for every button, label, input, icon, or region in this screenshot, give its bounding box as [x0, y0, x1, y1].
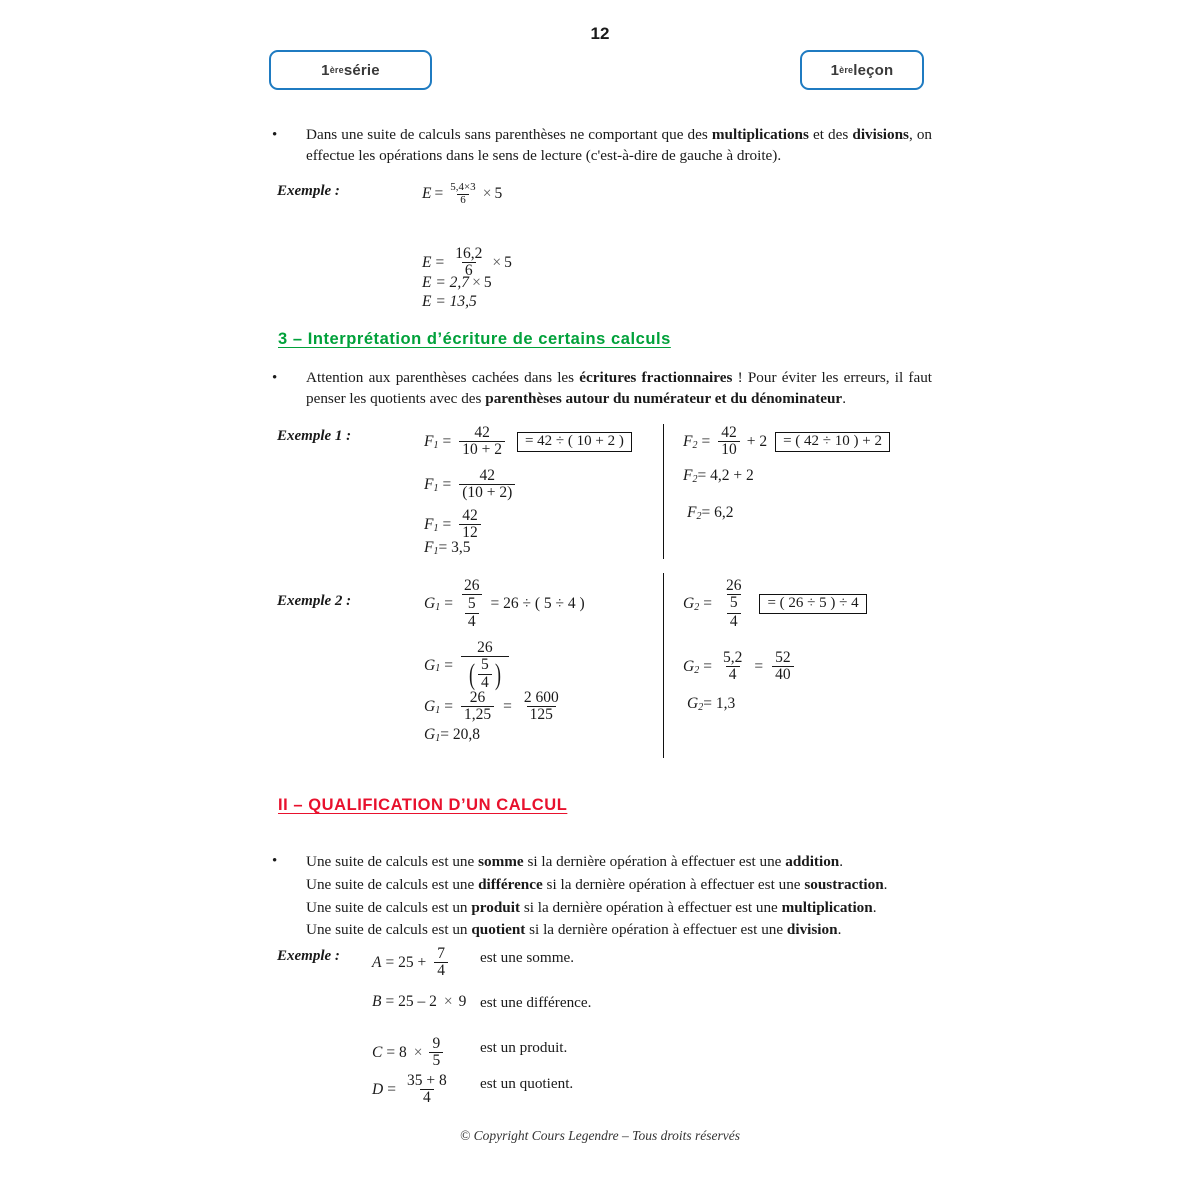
- qual1-b: somme: [478, 853, 524, 870]
- eq-g1b-numerator: 26: [477, 639, 493, 656]
- page-number: 12: [590, 24, 610, 43]
- eq-g1c-denominator2: 125: [527, 706, 556, 723]
- eq-f1b-denominator: (10 + 2): [459, 484, 515, 501]
- eq-d-fraction: [404, 1073, 450, 1107]
- badge-lecon: [800, 50, 924, 90]
- eq-f2c-rest: = 6,2: [701, 504, 734, 521]
- eq-g1c-denominator: 1,25: [461, 706, 494, 723]
- note-b: est une différence.: [480, 994, 592, 1011]
- note-d: est un quotient.: [480, 1075, 574, 1092]
- frac-text-bold-parentheses: parenthèses autour du numérateur et du dénominateur: [485, 389, 843, 407]
- eq-f1c-var: F: [424, 516, 434, 534]
- eq-f1a-numerator: 42: [474, 424, 490, 441]
- badge-serie-num: 1: [321, 61, 330, 79]
- eq-g2b-denominator: 4: [726, 666, 740, 683]
- eq-g1c-numerator2: 2 600: [523, 689, 559, 706]
- eq-g2b-denominator2: 40: [772, 666, 794, 683]
- eq-g1c-var: G: [424, 698, 436, 716]
- example-e-label: Exemple :: [277, 183, 340, 199]
- eq-g1b-sub: 1: [435, 663, 441, 675]
- heading-section-3: 3 – Interprétation d’écriture de certains calculs: [278, 330, 671, 348]
- qual2-e: .: [883, 875, 888, 893]
- eq-e2-denominator: 6: [462, 262, 476, 279]
- eq-g2b-var: G: [683, 658, 695, 676]
- eq-e2-times: ×: [492, 254, 502, 272]
- eq-f2c-var: F: [687, 504, 697, 521]
- eq-c-var: C: [372, 1044, 383, 1062]
- eq-g2a-inner-fraction: [723, 578, 745, 612]
- eq-f1c-equals: =: [442, 516, 452, 534]
- qualification-line-3: [306, 897, 932, 920]
- eq-f1b-var: F: [424, 476, 434, 494]
- rule-text-2: et des: [808, 126, 853, 143]
- eq-c-equals: = 8: [386, 1044, 407, 1062]
- example-final-label: Exemple :: [277, 948, 340, 964]
- eq-e3-times: ×: [472, 274, 481, 291]
- badge-lecon-label: leçon: [853, 61, 894, 79]
- heading-section-2: II – QUALIFICATION D’UN CALCUL: [278, 796, 568, 814]
- frac-text-bold-ecritures: écritures fractionnaires: [579, 369, 733, 386]
- qual2-d: soustraction: [804, 875, 884, 893]
- example-1-divider: [663, 424, 664, 559]
- equation-e-line3: [422, 275, 492, 291]
- eq-g2a-inner-numerator: 26: [725, 577, 742, 594]
- equation-f1-line4: [424, 540, 470, 556]
- eq-e4-text: E = 13,5: [422, 293, 477, 310]
- example-2-label: Exemple 2 :: [277, 593, 352, 609]
- eq-a-equals: = 25 +: [385, 954, 427, 972]
- eq-d-numerator: 35 + 8: [406, 1072, 447, 1089]
- eq-e1-equals: =: [434, 185, 444, 203]
- rule-text-bold-multiplications: multiplications: [711, 126, 809, 143]
- eq-g1d-sub: 1: [435, 732, 441, 744]
- eq-g1d-var: G: [424, 726, 436, 743]
- eq-f1b-equals: =: [442, 476, 452, 494]
- left-paren-glyph: (: [468, 657, 475, 691]
- eq-b-post: 9: [458, 993, 467, 1010]
- eq-e2-numerator: 16,2: [455, 245, 483, 262]
- qual3-d: multiplication: [781, 898, 873, 916]
- eq-a-numerator: 7: [437, 945, 445, 962]
- eq-g2b-numerator2: 52: [775, 649, 791, 666]
- eq-f1a-sub: 1: [433, 439, 439, 451]
- eq-e2-var: E: [422, 254, 432, 272]
- qual4-c: si la dernière opération à effectuer est une: [525, 921, 787, 939]
- eq-g1a-inner-numerator: 5: [467, 595, 476, 613]
- eq-f1a-boxed-note: = 42 ÷ ( 10 + 2 ): [517, 432, 632, 452]
- eq-e1-fraction: [447, 182, 478, 206]
- rule-text-bold-divisions: divisions: [852, 126, 909, 143]
- eq-f2a-var: F: [683, 433, 693, 451]
- eq-g1c-equals: =: [444, 698, 453, 716]
- eq-g1a-equals: =: [444, 595, 453, 613]
- equation-f2-line3: [687, 505, 733, 521]
- bullet-rule-multiplication: [272, 125, 932, 167]
- equation-f1-line3: [424, 508, 485, 542]
- equation-g1-line4: [424, 727, 480, 743]
- eq-g2a-fraction: [720, 578, 748, 630]
- eq-b-times: ×: [443, 993, 453, 1010]
- qual4-d: division: [786, 921, 838, 939]
- eq-e1-rhs: 5: [494, 185, 503, 203]
- qual1-c: si la dernière opération à effectuer est une: [523, 853, 786, 870]
- bullet-marker: •: [272, 853, 278, 869]
- equation-c: [372, 1036, 447, 1070]
- eq-g1b-inner-fraction: [478, 657, 492, 691]
- eq-g2b-sub: 2: [694, 664, 700, 676]
- qual3-a: Une suite de calculs est un: [306, 898, 472, 916]
- eq-g2a-var: G: [683, 595, 695, 613]
- eq-c-times: ×: [413, 1044, 423, 1062]
- eq-g1a-fraction: [461, 578, 483, 630]
- qualification-line-4: [306, 919, 932, 942]
- eq-g1a-tail: = 26 ÷ ( 5 ÷ 4 ): [490, 595, 585, 613]
- badge-lecon-num: 1: [830, 61, 840, 79]
- eq-g1d-rest: = 20,8: [440, 726, 480, 743]
- eq-g2b-fraction2: [772, 650, 794, 684]
- eq-g2c-rest: = 1,3: [703, 695, 736, 712]
- eq-d-equals: =: [387, 1081, 396, 1099]
- eq-f1d-var: F: [424, 539, 434, 556]
- eq-f2b-sub: 2: [692, 473, 698, 485]
- eq-c-numerator: 9: [432, 1035, 441, 1052]
- eq-g2a-boxed-note: = ( 26 ÷ 5 ) ÷ 4: [759, 594, 866, 614]
- qual2-a: Une suite de calculs est une: [306, 875, 479, 893]
- eq-g2a-denominator: 4: [727, 613, 741, 630]
- eq-g2a-equals: =: [703, 595, 712, 613]
- eq-g2c-var: G: [687, 695, 699, 712]
- eq-e1-var: E: [422, 185, 432, 203]
- eq-e3-rhs: 5: [483, 274, 492, 291]
- eq-b-pre: = 25 – 2: [385, 993, 437, 1010]
- eq-f1b-fraction: [459, 468, 515, 502]
- eq-g1b-inner-numerator: 5: [480, 656, 489, 674]
- equation-g1-line1: [424, 578, 585, 630]
- eq-e3-text: E = 2,7: [422, 274, 470, 291]
- example-1-label: Exemple 1 :: [277, 428, 352, 444]
- equation-g2-line3: [687, 696, 735, 712]
- bullet-rule-text: [306, 125, 932, 167]
- qual2-b: différence: [478, 875, 543, 893]
- eq-f2a-equals: =: [701, 433, 711, 451]
- eq-b-var: B: [372, 993, 382, 1010]
- eq-f1b-sub: 1: [433, 482, 439, 494]
- eq-g2a-inner-denominator: 5: [727, 594, 741, 611]
- qual4-a: Une suite de calculs est un: [306, 921, 472, 939]
- qual4-b: quotient: [471, 921, 526, 939]
- equation-a: [372, 946, 452, 980]
- eq-g1c-fraction2: [521, 690, 562, 724]
- eq-a-fraction: [434, 946, 448, 980]
- eq-f1a-fraction: [459, 425, 505, 459]
- qualification-line-1: [306, 851, 932, 874]
- qual4-e: .: [837, 921, 842, 939]
- eq-g2c-sub: 2: [698, 701, 704, 713]
- eq-f2a-boxed-note: = ( 42 ÷ 10 ) + 2: [775, 432, 890, 452]
- eq-d-var: D: [372, 1081, 384, 1099]
- eq-g1b-var: G: [424, 656, 436, 674]
- equation-f2-line1: [683, 425, 890, 459]
- frac-text-1: Attention aux parenthèses cachées dans les: [306, 369, 580, 386]
- badge-serie: [269, 50, 432, 90]
- eq-e2-rhs: 5: [504, 254, 512, 272]
- qual1-a: Une suite de calculs est une: [306, 853, 479, 870]
- qual1-d: addition: [785, 853, 840, 870]
- eq-g1b-equals: =: [444, 656, 453, 674]
- eq-g1b-inner-denominator: 4: [478, 674, 492, 691]
- eq-g1c-fraction: [461, 690, 494, 724]
- eq-f2b-rest: = 4,2 + 2: [697, 467, 754, 484]
- note-a: est une somme.: [480, 949, 575, 966]
- qual1-e: .: [839, 853, 844, 870]
- qual3-c: si la dernière opération à effectuer est une: [520, 898, 782, 916]
- eq-f2a-tail: + 2: [746, 433, 768, 451]
- eq-f2a-numerator: 42: [721, 424, 737, 441]
- eq-e1-denominator: 6: [457, 194, 469, 207]
- eq-g1a-var: G: [424, 595, 436, 613]
- frac-text-3: .: [842, 389, 846, 407]
- eq-a-denominator: 4: [434, 962, 448, 979]
- qual3-e: .: [872, 898, 877, 916]
- eq-f2a-fraction: [718, 425, 740, 459]
- qual2-c: si la dernière opération à effectuer est une: [542, 875, 805, 893]
- badge-serie-label: série: [343, 61, 380, 79]
- equation-e-line1: [422, 182, 502, 206]
- rule-text-3: , on effectue les opérations dans le sens de lecture (c'est-à-dire de gauche à droite).: [306, 126, 933, 164]
- eq-f1b-numerator: 42: [479, 467, 495, 484]
- equation-d: [372, 1073, 454, 1107]
- qualification-line-2: [306, 874, 932, 897]
- eq-g1a-denominator-fraction: [462, 594, 482, 630]
- eq-f2a-denominator: 10: [718, 441, 740, 458]
- eq-f1a-equals: =: [442, 433, 452, 451]
- note-c: est un produit.: [480, 1039, 568, 1056]
- eq-g1a-numerator: 26: [463, 577, 480, 594]
- equation-g1-line3: [424, 690, 566, 724]
- qual3-b: produit: [471, 898, 521, 916]
- eq-f1d-rest: = 3,5: [438, 539, 471, 556]
- eq-f2c-sub: 2: [696, 510, 702, 522]
- badge-serie-sup: ère: [329, 65, 344, 75]
- eq-g1a-inner-fraction: [465, 596, 479, 630]
- eq-a-var: A: [372, 954, 382, 972]
- eq-f2b-var: F: [683, 467, 693, 484]
- eq-f1c-denominator: 12: [459, 524, 481, 541]
- equation-f1-line1: [424, 425, 632, 459]
- eq-g2a-sub: 2: [694, 601, 700, 613]
- eq-f1c-numerator: 42: [462, 507, 478, 524]
- eq-c-denominator: 5: [429, 1052, 443, 1069]
- equation-b: [372, 994, 466, 1010]
- eq-g1c-sub: 1: [435, 704, 441, 716]
- equation-f1-line2: [424, 468, 519, 502]
- example-2-divider: [663, 573, 664, 758]
- bullet-marker: •: [272, 127, 278, 143]
- eq-c-fraction: [429, 1036, 443, 1070]
- eq-f2a-sub: 2: [692, 439, 698, 451]
- eq-f1a-var: F: [424, 433, 434, 451]
- footer-copyright: © Copyright Cours Legendre – Tous droits réservés: [460, 1128, 740, 1143]
- eq-f1a-denominator: 10 + 2: [459, 441, 505, 458]
- eq-g2b-numerator: 5,2: [722, 649, 743, 666]
- rule-text-1: Dans une suite de calculs sans parenthèses ne comportant que des: [306, 126, 712, 143]
- eq-g2b-equals: =: [703, 658, 712, 676]
- equation-g1-line2: [424, 640, 513, 691]
- eq-g2b-fraction: [720, 650, 745, 684]
- eq-e1-times: ×: [482, 185, 492, 203]
- badge-lecon-sup: ère: [839, 65, 854, 75]
- eq-g1b-paren-fraction: [467, 657, 503, 691]
- eq-g1b-denominator-paren: [461, 656, 509, 691]
- eq-f1c-sub: 1: [433, 522, 439, 534]
- equation-f2-line2: [683, 468, 754, 484]
- eq-g1a-inner-denominator: 4: [465, 613, 479, 630]
- eq-e2-equals: =: [435, 254, 445, 272]
- eq-f1d-sub: 1: [433, 545, 439, 557]
- eq-g1a-sub: 1: [435, 601, 441, 613]
- equation-e-line4: [422, 294, 477, 310]
- bullet-fraction-warning: [272, 368, 932, 410]
- eq-f1c-fraction: [459, 508, 481, 542]
- bullet-qualification: [272, 851, 932, 942]
- eq-g1c-numerator: 26: [469, 689, 486, 706]
- eq-g2a-numerator-fraction: [720, 578, 748, 613]
- frac-text-2: ! Pour éviter les erreurs, il faut penser les quotients avec des: [306, 369, 933, 407]
- equation-g2-line2: [683, 650, 798, 684]
- right-paren-glyph: ): [494, 657, 501, 691]
- bullet-fraction-text: [306, 368, 932, 410]
- eq-g1b-fraction: [461, 640, 509, 691]
- bullet-marker: •: [272, 370, 278, 386]
- eq-g2b-equals2: =: [754, 658, 764, 676]
- eq-g1c-equals2: =: [503, 698, 512, 716]
- eq-d-denominator: 4: [420, 1089, 434, 1106]
- eq-e1-numerator: 5,4×3: [450, 181, 476, 193]
- equation-g2-line1: [683, 578, 867, 630]
